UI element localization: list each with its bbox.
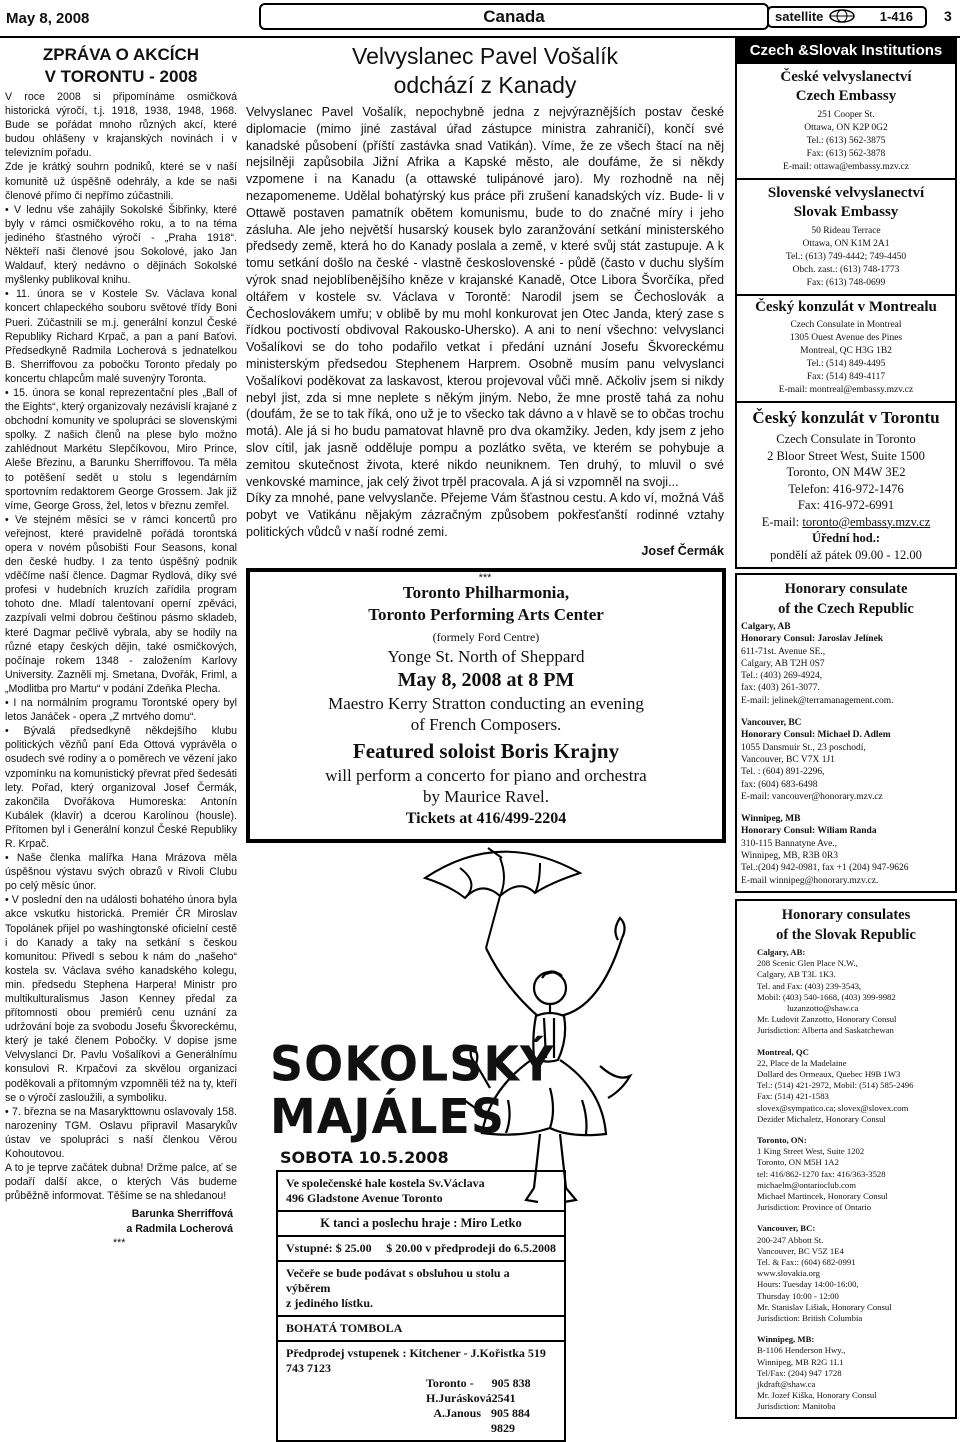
poster-dinner-line-1: Večeře se bude podávat s obsluhou u stolu a výběrem: [286, 1266, 510, 1295]
address-line: Toronto, ON M4W 3E2: [786, 465, 906, 479]
office-hours-title: Úřední hod.:: [811, 531, 881, 545]
masthead-badge: [767, 6, 927, 28]
consulate-line: fax: (604) 683-6498: [741, 779, 818, 790]
consulate-line: E-mail winnipeg@honorary.mzv.cz.: [741, 875, 879, 886]
consulate-line: Michael Martincek, Honorary Consul: [757, 1191, 888, 1201]
address-line: 2 Bloor Street West, Suite 1500: [767, 448, 925, 463]
events-paragraph: V roce 2008 si připomínáme osmičková historická výročí, t.j. 1918, 1938, 1948, 1968. Bude se pořádat mnoho různých akcí, které budou ohlášeny v krajanských novinách i v televizním pořadu.: [5, 91, 237, 160]
concert-piece: will perform a concerto for piano and orchestra: [325, 766, 647, 785]
email-label: E-mail:: [761, 514, 803, 529]
section-break: ***: [478, 571, 492, 584]
poster-contact-row: [286, 1376, 556, 1406]
events-paragraph: • Ve stejném měsíci se v rámci koncertů pro veřejnost, které pravidelně pořádá torontská opera v novém působišti Four Seasons, konal den české hudby. I za tento úspěšný podnik vděčíme naší člence. Dagmar Rydlová, díky své profesi v hudebních kruzích zařídila program tohoto dne. Mladí talentovaní operní zpěváci, zazpívali velmi dobrou češtinou pásmo skladeb, které Dagmar pečlivě vybrala, aby se hodily na různé etapy českých dějin, také osmičkových, počínaje rokem 1348 - založením Karlovy University. Zazněli mj. Smetana, Dvořák, Friml, a „Modlitba pro Martu“ v podání Zdeňka Plecha.: [5, 513, 237, 695]
consulate-line: Tel.: (514) 421-2972, Mobil: (514) 585-2496: [757, 1080, 914, 1091]
consulate-entry: [757, 1223, 951, 1324]
poster-contact-name: A.Janous: [433, 1406, 481, 1420]
consulate-city: Winnipeg, MB: [741, 814, 801, 825]
events-signature-1: Barunka Sherriffová: [131, 1208, 233, 1221]
poster-date: SOBOTA 10.5.2008: [280, 1148, 449, 1167]
concert-venue: Toronto Performing Arts Center: [368, 605, 604, 624]
toronto-consulate-title: Český konzulát v Torontu: [752, 408, 940, 427]
poster-dinner: [278, 1262, 564, 1317]
poster-presale: Předprodej vstupenek : Kitchener - J.Kořistka 519 743 7123: [286, 1346, 546, 1375]
consulate-line: Jurisdiction: Alberta and Saskatchewan: [757, 1025, 894, 1036]
poster-prices: [278, 1237, 564, 1262]
poster-contact-row: [286, 1406, 556, 1436]
concert-datetime: May 8, 2008 at 8 PM: [397, 669, 575, 691]
honorary-slovak-consulates: [735, 899, 957, 1419]
consul-name: Honorary Consul: Michael D. Adlem: [741, 730, 891, 741]
phone-line: Tel.: (514) 849-4495: [806, 359, 886, 369]
events-paragraph: • Bývalá předsedkyně někdejšího klubu politických vězňů paní Eda Ottová vyprávěla o osudech své rodiny a o poměrech ve vězení jako vzpomínku na komunistický převrat před šedesáti lety. Pořad, který organizoval Josef Čermák, zakončila Dvořákova Humoreska: Antonín Kubálek (klavír) a dcerou Karolínou (housle). Přítomen byl i Generální konzul České Republiky R. Krpač.: [5, 725, 237, 850]
consulate-line: Tel.:(204) 942-0981, fax +1 (204) 947-9626: [741, 863, 909, 874]
events-paragraph: • 11. února se v Kostele Sv. Václava konal koncert chlapeckého souboru světové třídy Boni Pueri. Zúčastnili se m.j. generální konzul České Republiky Richard Krpač, a pan a paní Baťovi. Předsedkyně Radmila Locherová s jednatelkou B. Sherriffovou za pobočku Toronto předaly po koncertu chlapcům malé suvenýry Toronta.: [5, 288, 237, 385]
address-line: Montreal, QC H3G 1B2: [800, 346, 892, 356]
toronto-consulate: [737, 403, 955, 567]
section-title: Canada: [259, 3, 769, 30]
institutions-column: [735, 38, 957, 1419]
page-number: 3: [944, 8, 952, 24]
consulate-line: Tel.: (403) 269-4924,: [741, 671, 823, 682]
concert-venue-note: (formely Ford Centre): [432, 630, 540, 644]
consulate-line: Calgary, AB T2H 0S7: [741, 658, 825, 669]
concert-conductor: Maestro Kerry Stratton conducting an evening: [328, 694, 644, 713]
embassy-listings: [735, 64, 957, 569]
consulate-line: Dezider Michaletz, Honorary Consul: [757, 1113, 886, 1124]
honorary-slovak-title-1: Honorary consulates: [781, 906, 911, 923]
fax-line: Fax: (613) 748-0699: [806, 278, 886, 288]
concert-tickets: Tickets at 416/499-2204: [405, 810, 567, 827]
consulate-line: Mr. Stanislav Lišiak, Honorary Consul: [757, 1301, 892, 1312]
poster-contact-phone: 905 838 2541: [491, 1376, 531, 1405]
consulate-city: Montreal, QC: [757, 1046, 809, 1057]
consulate-line: Jurisdiction: Province of Ontario: [757, 1202, 872, 1213]
phone-line: Tel.: (613) 749-4442; 749-4450: [785, 252, 907, 262]
events-title-1: ZPRÁVA O AKCÍCH: [42, 45, 200, 64]
address-line: Ottawa, ON K1M 2A1: [802, 239, 890, 249]
consulate-line: 1055 Dansmuir St., 23 poschodí,: [741, 742, 866, 753]
ambassador-signature: Josef Čermák: [641, 543, 724, 558]
satellite-logo-icon: [827, 9, 857, 23]
email-line: E-mail: montreal@embassy.mzv.cz: [778, 385, 914, 395]
events-paragraph: Zde je krátký souhrn podniků, které se v naší komunitě už úspěšně odehrály, a kde se naši členové přímo či nepřímo zúčastnili.: [5, 161, 237, 202]
consulate-line: Fax: (514) 421-1583: [757, 1091, 829, 1102]
events-paragraph: • I na normálním programu Torontské opery byl letos Janáček - opera „Z mrtvého domu“.: [5, 697, 237, 724]
ambassador-article: [246, 42, 724, 584]
consulate-line: Toronto, ON M5H 1A2: [757, 1157, 839, 1168]
consulate-line: www.slovakia.org: [757, 1268, 820, 1279]
consulate-line: Vancouver, BC V7X 1J1: [741, 754, 835, 765]
address-line: 251 Cooper St.: [817, 110, 875, 120]
poster-price-door: Vstupné: $ 25.00: [286, 1241, 372, 1255]
consulate-line: Tel. & Fax:: (604) 682-0991: [757, 1257, 856, 1268]
poster-venue: [278, 1172, 564, 1212]
address-line: Czech Consulate in Toronto: [776, 432, 916, 446]
paper-name: satellite: [775, 9, 824, 24]
poster-band: K tanci a poslechu hraje : Miro Letko: [278, 1212, 564, 1237]
events-title-2: V TORONTU - 2008: [44, 67, 198, 86]
poster-price-presale: $ 20.00 v předprodeji do 6.5.2008: [386, 1241, 556, 1255]
consulate-line: 611-71st. Avenue SE.,: [741, 646, 826, 657]
consulate-line: Tel/Fax: (204) 947 1728: [757, 1367, 842, 1378]
poster-contacts: [278, 1342, 564, 1440]
consulate-city: Calgary, AB:: [757, 946, 806, 957]
consulate-line: B-1106 Henderson Hwy.,: [757, 1345, 846, 1356]
concert-soloist: Featured soloist Boris Krajny: [352, 739, 620, 763]
consulate-city: Vancouver, BC: [741, 718, 802, 729]
poster-info-box: [276, 1170, 566, 1442]
events-paragraph: • V lednu vše zahájily Sokolské Šibřinky, které byly v rámci osmičkového roku, a to na téma jediného šťastného výročí - „Praha 1918“. Někteří naši členové jsou Sokolové, jako Jan Waldauf, který nedávno o dějinách Sokolské myšlenky publikoval knihu.: [5, 203, 237, 287]
consulate-city: Toronto, ON:: [757, 1134, 807, 1145]
poster-title-line-1: SOKOLSKÝ: [270, 1035, 555, 1093]
address-line: 1305 Ouest Avenue des Pines: [789, 333, 903, 343]
poster-title: [270, 1035, 555, 1145]
consulate-line: Mr. Ludovit Zanzotto, Honorary Consul: [757, 1014, 897, 1025]
slovak-embassy-title-sk: Slovenské velvyslanectví: [767, 185, 925, 201]
issue-date: May 8, 2008: [6, 10, 90, 27]
consulate-line: luzanzotto@shaw.ca: [787, 1002, 859, 1013]
honorary-czech-title-1: Honorary consulate: [784, 581, 908, 597]
poster-venue-line-2: 496 Gladstone Avenue Toronto: [286, 1191, 443, 1205]
consulate-line: Mr. Jozef Kiška, Honorary Consul: [757, 1390, 877, 1401]
address-line: Ottawa, ON K2P 0G2: [804, 123, 888, 133]
consulate-line: Dollard des Ormeaux, Quebec H9B 1W3: [757, 1068, 901, 1079]
concert-ad: [246, 568, 726, 843]
consulate-entry: [757, 1334, 951, 1412]
events-paragraph: • V poslední den na události bohatého února byla akce vskutku historická. Premiér ČR Miroslav Topolánek přijel po washingtonské oficielní cestě i do Kanady a taky na setkání s českou komunitou: Přivedl s sebou k nám do „našeho“ kostela sv. Václava svého kanadského kolegu, min. předsedu Stephena Harpera! Ministr pro multikulturalismus Jason Kenney předal za přítomnosti obou premiérů cenu uznání za udržování boje za svobodu Josefu Škvoreckému, který je také členem Pobočky. V dopise jsme Velvyslanci Dr. Pavlu Vošalíkovi a Generálnímu konsulovi R. Krpačovi za skvělou organizaci poděkovali a přítomným vzpomněli též na ty, kteří se o výročí zasloužili, a symboliku.: [5, 894, 237, 1104]
events-article: [5, 44, 237, 1250]
montreal-consulate-title: Český konzulát v Montrealu: [755, 299, 937, 315]
events-end-mark: ***: [113, 1236, 126, 1249]
poster-venue-line-1: Ve společenské hale kostela Sv.Václava: [286, 1176, 485, 1190]
consulate-entry: [741, 813, 951, 887]
email-line: [737, 514, 955, 531]
montreal-consulate: [737, 296, 955, 401]
issue-number: 1-416: [879, 9, 913, 24]
honorary-czech-title-2: of the Czech Republic: [778, 601, 914, 617]
consul-name: Honorary Consul: Jaroslav Jelínek: [741, 634, 884, 645]
consulate-line: fax: (403) 261-3077.: [741, 683, 820, 694]
ambassador-title-1: Velvyslanec Pavel Vošalík: [352, 43, 618, 69]
consulate-line: slovex@sympatico.ca; slovex@slovex.com: [757, 1102, 909, 1113]
phone-line: Telefon: 416-972-1476: [788, 481, 904, 496]
poster-raffle: BOHATÁ TOMBOLA: [278, 1317, 564, 1342]
umbrella-icon: [425, 848, 580, 948]
consulate-line: Mobil: (403) 540-1668, (403) 399-9982: [757, 991, 896, 1002]
consulate-line: Tel. : (604) 891-2296,: [741, 767, 825, 778]
concert-org: Toronto Philharmonia,: [402, 583, 570, 602]
honorary-slovak-title-2: of the Slovak Republic: [776, 926, 916, 943]
consulate-line: E-mail: jelinek@terramanagement.com.: [741, 695, 894, 706]
consulate-entry: [757, 947, 951, 1037]
ambassador-paragraph: Díky za mnohé, pane velvyslanče. Přejeme Vám šťastnou cestu. A kdo ví, možná Váš pobyt ve Vatikánu nějakým zázračným způsobem pokřesťanští rodinné vztahy politických vůdců v naší rodné zemi.: [246, 491, 724, 539]
majales-poster: [250, 838, 724, 1435]
consulate-line: tel: 416/862-1270 fax: 416/363-3528: [757, 1168, 886, 1179]
consul-name: Honorary Consul: Wiliam Randa: [741, 826, 877, 837]
consulate-line: 1 King Street West, Suite 1202: [757, 1146, 865, 1157]
ambassador-paragraph: Velvyslanec Pavel Vošalík, nepochybně jedna z nejvýraznějších postav české diplomacie (mimo jiné zastával úřad zástupce ministra zahraničí), končí své kanadské působení (příští zastávka snad Vatikán). Víme, že ze všech štací na něj nejsilněji zapůsobila Jižní Afrika a Kapské město, ale doufáme, že si někdy vzpomene i na Kanadu (a ottawské tulipánové jaro). My rozhodně na něj nezapomeneme. Udělal bohatýrský kus práce při zrušení kanadských víz. Bude- li v Ottawě postaven pamatník obětem komunismu, bude to do značné míry i jeho zásluha. Ale jeho největší husarský kousek bylo zaranžování setkání ministerského předsedy země, která ho do Kanady poslala a země, v které svůj stát zastupuje. A k tomu setkání došlo na české - vlastně československé - půdě (často v duchu slyším výrok snad nejoblíbenějšího kněze v krajanské Kanadě, Otce Libora Švorčíka, před oltářem v kostele sv. Václava v Torontě: Narodil jsem se Čechoslovák a Čechoslovákem umřu; v oblibě by mu mohl konkurovat jen Otec Janda, který zase s řídkou poctivostí obdivoval Rakousko-Uhersko). A ani to není všechno: velvyslanci Vošalíkovi se do toho podařilo vetkat i předání uznání Josefu Škvoreckému ministerským předsedou Stephenem Harprem. Osobně musím panu velvyslanci Vošalíkovi poděkovat za laskavost, kterou projevoval vůči mně. Ačkoliv jsem si nikdy nebyl jist, zda si mne neplete s někým jiným. Nebo, že mne prostě tahá za nohu (doufám, že se to tak říká, ono už je to všecko tak dávno a v hlavě se to občas trochu motá). Ale já si ho budu pamatovat hlavně pro dva okamžiky. Jeden, kdy jsem z jeho slov cítil, jak jasně odděluje pompu a pozlátko světa, ve kterém se pohybuje a zemitou skutečnost života, které nikdo neuniknem. Ten druhý, to mluvil o své venkovské mamince, jak celý život trpěl pracovala. A já si vzpomněl na svoji...: [246, 105, 724, 489]
poster-title-line-2: MAJÁLES: [270, 1087, 505, 1145]
events-paragraph: • 7. března se na Masarykttownu oslavovaly 158. narozeniny TGM. Oslavu připravil Masarykův ústav ve spolupráci s naší členkou Věrou Kohoutovou.: [5, 1105, 237, 1161]
poster-contact-name: Toronto - H.Jurásková: [426, 1376, 492, 1405]
consulate-city: Calgary, AB: [741, 622, 791, 632]
fax-line: Fax: (514) 849-4117: [806, 372, 886, 382]
consulate-line: michaelm@ontarioclub.com: [757, 1179, 856, 1190]
phone-line: Tel.: (613) 562-3875: [806, 136, 886, 146]
consulate-line: jkdraft@shaw.ca: [757, 1379, 816, 1390]
consulate-line: Tel. and Fax: (403) 239-3543,: [757, 980, 862, 991]
czech-embassy-title-cz: České velvyslanectví: [780, 69, 912, 85]
phone-line: Obch. zast.: (613) 748-1773: [792, 265, 900, 275]
honorary-slovak-list: [737, 945, 955, 1417]
ambassador-title-2: odchází z Kanady: [393, 72, 577, 98]
events-paragraph: • 15. února se konal reprezentační ples „Ball of the Eights“, který organizovaly nezávislí krajané z obchodní komunity ve spolupráci se slovenskými spolky. Z našich členů na plese bylo možno zahlédnout Markétu Slepčíkovou, Miro Prince, Aleše Březinu, a Barunku Sherriffovou. Ta měla to potěšení sedět u stolu s legendárním sportovním redaktorem George Grossem. Jak již víme, George Gross, žel, letos v březnu zemřel.: [5, 386, 237, 512]
consulate-line: 22, Place de la Madelaine: [757, 1057, 847, 1068]
concert-program: of French Composers.: [410, 715, 562, 734]
slovak-embassy: [737, 180, 955, 294]
consulate-line: 310-115 Bannatyne Ave.,: [741, 838, 838, 849]
concert-address: Yonge St. North of Sheppard: [387, 647, 585, 666]
events-paragraph: • Naše členka malířka Hana Mrázova měla úspěšnou výstavu svých obrazů v Rivoli Clubu po celý měsíc únor.: [5, 852, 237, 893]
consulate-city: Vancouver, BC:: [757, 1223, 816, 1234]
poster-dinner-line-2: z jediného lístku.: [286, 1296, 374, 1310]
czech-embassy-title-en: Czech Embassy: [795, 88, 897, 104]
consulate-line: Thursday 10:00 - 12:00: [757, 1290, 839, 1301]
consulate-line: Jurisdiction: Manitoba: [757, 1401, 836, 1412]
page-header: [0, 0, 960, 36]
consulate-line: 200-247 Abbott St.: [757, 1234, 824, 1245]
concert-composer: by Maurice Ravel.: [422, 787, 550, 806]
consulate-entry: [741, 621, 951, 707]
email-line: E-mail: ottawa@embassy.mzv.cz: [783, 162, 909, 172]
honorary-czech-consulates: [735, 573, 957, 893]
events-paragraph: A to je teprve začátek dubna! Držme palce, ať se podaří další akce, o kterých Vás budeme průběžně informovat. Těšíme se na shledanou!: [5, 1162, 237, 1203]
poster-contact-phone: 905 884 9829: [491, 1406, 530, 1435]
office-hours: pondělí až pátek 09.00 - 12.00: [770, 547, 922, 562]
fax-line: Fax: (613) 562-3878: [806, 149, 886, 159]
consulate-city: Winnipeg, MB:: [757, 1334, 815, 1345]
consulate-line: Hours: Tuesday 14:00-16:00,: [757, 1279, 859, 1290]
czech-embassy: [737, 64, 955, 178]
events-signature-2: a Radmila Locherová: [126, 1222, 233, 1235]
consulate-line: Winnipeg, MB R2G 1L1: [757, 1356, 844, 1367]
consulate-entry: [757, 1135, 951, 1213]
consulate-line: Winnipeg, MB, R3B 0R3: [741, 851, 838, 862]
address-line: Czech Consulate in Montreal: [790, 320, 902, 330]
toronto-email-link[interactable]: toronto@embassy.mzv.cz: [802, 514, 931, 529]
consulate-line: 208 Scenic Glen Place N.W.,: [757, 958, 858, 969]
address-line: 50 Rideau Terrace: [811, 226, 881, 236]
slovak-embassy-title-en: Slovak Embassy: [793, 204, 899, 220]
consulate-line: E-mail: vancouver@honorary.mzv.cz: [741, 791, 883, 802]
consulate-line: Jurisdiction: British Columbia: [757, 1313, 863, 1324]
fax-line: Fax: 416-972-6991: [797, 498, 895, 512]
consulate-line: Calgary, AB T3L 1K3.: [757, 969, 836, 980]
consulate-line: Vancouver, BC V5Z 1E4: [757, 1245, 844, 1256]
honorary-czech-list: [737, 619, 955, 891]
consulate-entry: [757, 1047, 951, 1125]
consulate-entry: [741, 717, 951, 803]
institutions-header: Czech &Slovak Institutions: [735, 38, 957, 64]
